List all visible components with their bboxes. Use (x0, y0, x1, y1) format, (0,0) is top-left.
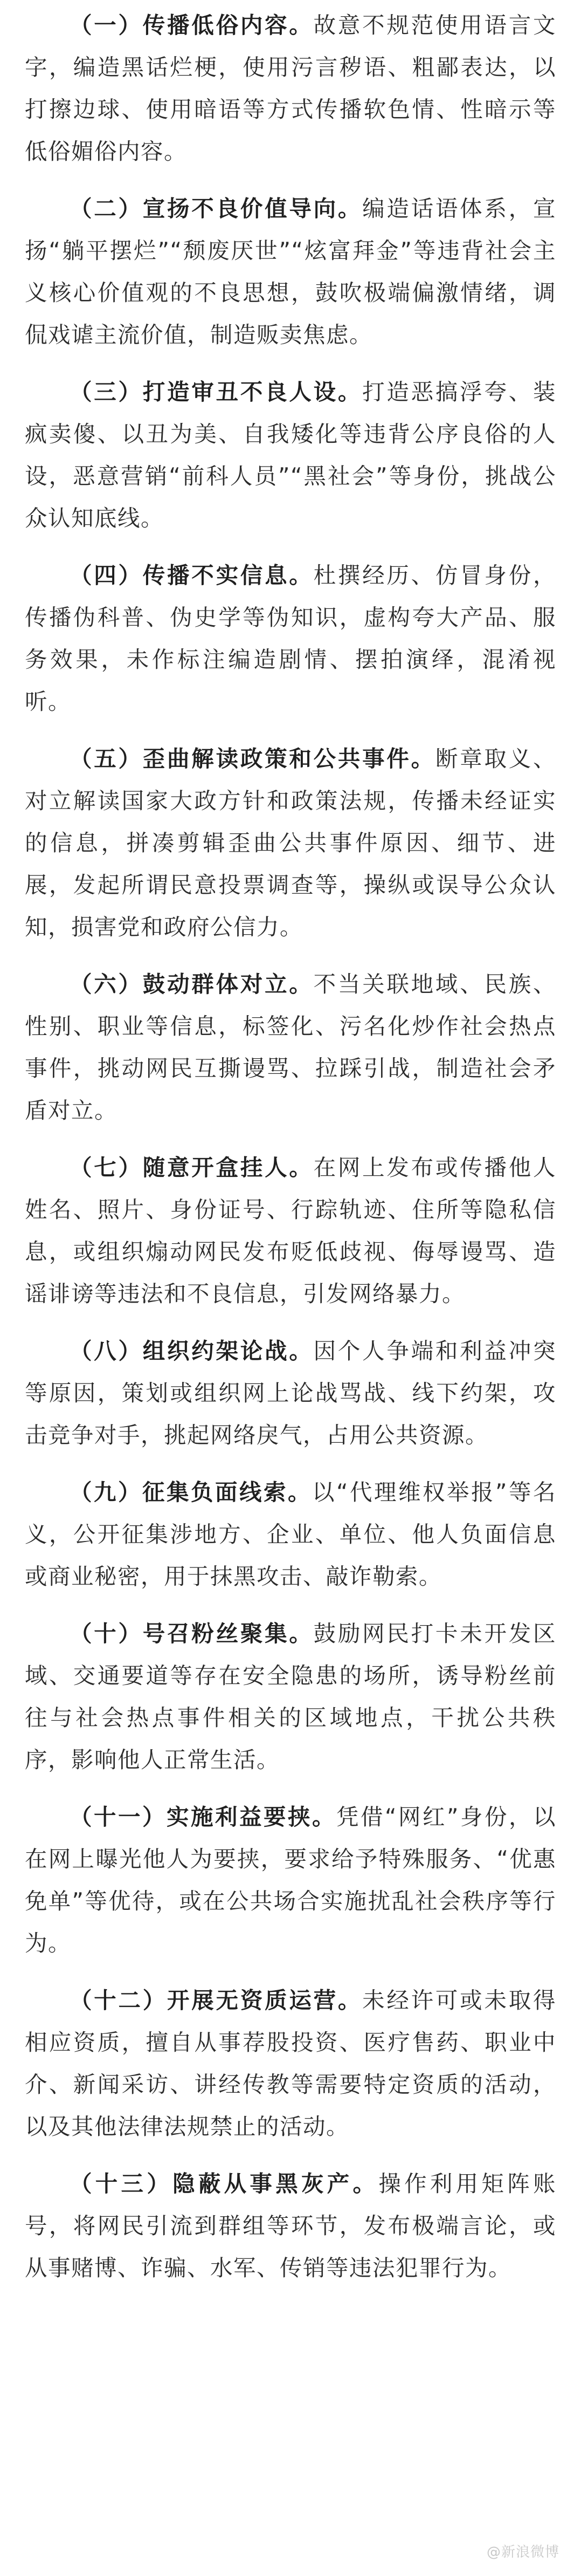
paragraph-6 (25, 963, 556, 1132)
paragraph-text: 在网上发布或传播他人姓名、照片、身份证号、行踪轨迹、住所等隐私信息，或组织煽动网民发布贬低歧视、侮辱谩骂、造谣诽谤等违法和不良信息，引发网络暴力。 (25, 1154, 556, 1307)
paragraph-heading: （八）组织约架论战。 (70, 1338, 314, 1364)
paragraph-10 (25, 1613, 556, 1781)
paragraph-text: 凭借“网红”身份，以在网上曝光他人为要挟，要求给予特殊服务、“优惠免单”等优待，或在公共场合实施扰乱社会秩序等行为。 (25, 1804, 556, 1956)
paragraph-3 (25, 371, 556, 539)
paragraph-9 (25, 1471, 556, 1598)
paragraph-5 (25, 738, 556, 948)
paragraph-text: 操作利用矩阵账号，将网民引流到群组等环节，发布极端言论，或从事赌博、诈骗、水军、传销等违法犯罪行为。 (25, 2170, 556, 2281)
paragraph-text: 不当关联地域、民族、性别、职业等信息，标签化、污名化炒作社会热点事件，挑动网民互撕谩骂、拉踩引战，制造社会矛盾对立。 (25, 971, 556, 1123)
paragraph-7 (25, 1147, 556, 1315)
paragraph-heading: （五）歪曲解读政策和公共事件。 (70, 745, 435, 772)
paragraph-text: 编造话语体系，宣扬“躺平摆烂”“颓废厌世”“炫富拜金”等违背社会主义核心价值观的不良思想，鼓吹极端偏激情绪，调侃戏谑主流价值，制造贩卖焦虑。 (25, 195, 556, 348)
paragraph-text: 鼓励网民打卡未开发区域、交通要道等存在安全隐患的场所，诱导粉丝前往与社会热点事件相关的区域地点，干扰公共秩序，影响他人正常生活。 (25, 1620, 556, 1773)
paragraph-text: 杜撰经历、仿冒身份，传播伪科普、伪史学等伪知识，虚构夸大产品、服务效果，未作标注编造剧情、摆拍演绎，混淆视听。 (25, 562, 556, 715)
paragraph-heading: （三）打造审丑不良人设。 (70, 379, 363, 405)
paragraph-12 (25, 1979, 556, 2148)
paragraph-heading: （六）鼓动群体对立。 (70, 971, 314, 997)
paragraph-2 (25, 188, 556, 356)
paragraph-text: 打造恶搞浮夸、装疯卖傻、以丑为美、自我矮化等违背公序良俗的人设，恶意营销“前科人员”“黑社会”等身份，挑战公众认知底线。 (25, 379, 556, 531)
paragraph-heading: （十三）隐蔽从事黑灰产。 (70, 2170, 379, 2197)
paragraph-heading: （七）随意开盒挂人。 (70, 1154, 314, 1181)
paragraph-heading: （四）传播不实信息。 (70, 562, 314, 588)
paragraph-heading: （九）征集负面线索。 (70, 1479, 312, 1505)
paragraph-text: 以“代理维权举报”等名义，公开征集涉地方、企业、单位、他人负面信息或商业秘密，用于抹黑攻击、敲诈勒索。 (25, 1479, 556, 1590)
watermark: @新浪微博 (486, 2544, 559, 2560)
paragraph-text: 因个人争端和利益冲突等原因，策划或组织网上论战骂战、线下约架，攻击竞争对手，挑起网络戾气，占用公共资源。 (25, 1338, 556, 1448)
paragraph-heading: （二）宣扬不良价值导向。 (70, 195, 363, 222)
paragraph-text: 未经许可或未取得相应资质，擅自从事荐股投资、医疗售药、职业中介、新闻采访、讲经传教等需要特定资质的活动，以及其他法律法规禁止的活动。 (25, 1987, 556, 2140)
paragraph-text: 断章取义、对立解读国家大政方针和政策法规，传播未经证实的信息，拼凑剪辑歪曲公共事件原因、细节、进展，发起所谓民意投票调查等，操纵或误导公众认知，损害党和政府公信力。 (25, 745, 556, 940)
paragraph-heading: （十二）开展无资质运营。 (70, 1987, 363, 2013)
paragraph-heading: （十一）实施利益要挟。 (70, 1804, 336, 1830)
paragraph-text: 故意不规范使用语言文字，编造黑话烂梗，使用污言秽语、粗鄙表达，以打擦边球、使用暗语等方式传播软色情、性暗示等低俗媚俗内容。 (25, 12, 556, 165)
paragraph-1 (25, 4, 556, 173)
paragraph-13 (25, 2163, 556, 2289)
paragraph-8 (25, 1330, 556, 1456)
paragraph-heading: （十）号召粉丝聚集。 (70, 1620, 314, 1647)
paragraph-11 (25, 1796, 556, 1964)
paragraph-heading: （一）传播低俗内容。 (70, 12, 314, 38)
paragraph-4 (25, 554, 556, 723)
